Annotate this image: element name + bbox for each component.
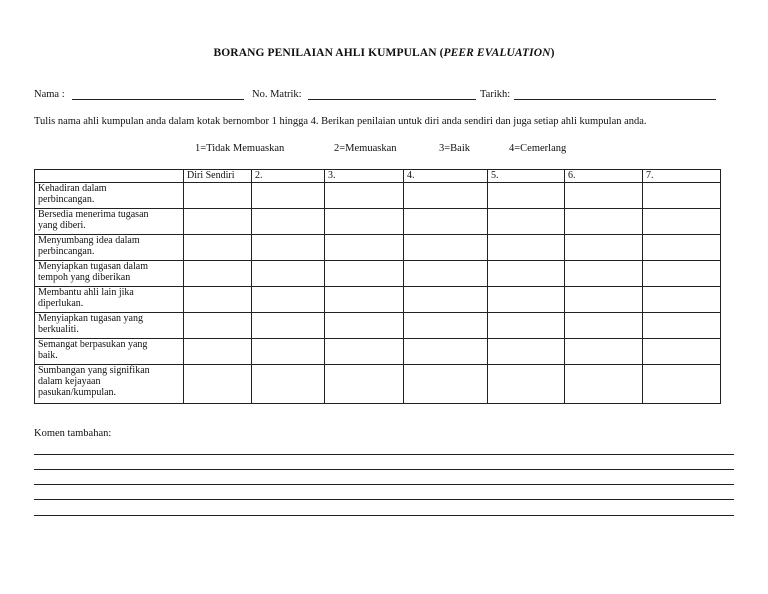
header-corner	[35, 170, 184, 183]
score-cell[interactable]	[404, 261, 488, 287]
criterion-label	[35, 287, 184, 313]
score-cell[interactable]	[565, 183, 643, 209]
title-close: )	[550, 47, 555, 59]
score-cell[interactable]	[565, 313, 643, 339]
score-cell[interactable]	[184, 209, 252, 235]
score-cell[interactable]	[325, 235, 404, 261]
score-cell[interactable]	[488, 339, 565, 365]
criterion-line: Bersedia menerima tugasan	[38, 209, 149, 220]
score-cell[interactable]	[488, 209, 565, 235]
criterion-line: Sumbangan yang signifikan	[38, 365, 150, 376]
criterion-line: dalam kejayaan	[38, 376, 101, 387]
criterion-line: pasukan/kumpulan.	[38, 387, 117, 398]
criterion-label	[35, 313, 184, 339]
tarikh-field[interactable]	[514, 99, 716, 100]
score-cell[interactable]	[404, 339, 488, 365]
score-cell[interactable]	[643, 235, 721, 261]
table-row	[35, 261, 721, 287]
instruction-text: Tulis nama ahli kumpulan anda dalam kotak bernombor 1 hingga 4. Berikan penilaian untuk diri anda sendiri dan juga setiap ahli kumpulan anda.	[34, 116, 647, 127]
criterion-line: diperlukan.	[38, 298, 84, 309]
header-col-3: 3.	[325, 170, 404, 183]
score-cell[interactable]	[252, 183, 325, 209]
score-cell[interactable]	[252, 235, 325, 261]
criterion-label	[35, 339, 184, 365]
table-row	[35, 339, 721, 365]
comment-line-4[interactable]	[34, 499, 734, 500]
score-cell[interactable]	[565, 209, 643, 235]
score-cell[interactable]	[325, 339, 404, 365]
title-italic: PEER EVALUATION	[443, 47, 551, 59]
tarikh-label: Tarikh:	[480, 89, 511, 100]
score-cell[interactable]	[404, 287, 488, 313]
score-cell[interactable]	[565, 261, 643, 287]
score-cell[interactable]	[565, 235, 643, 261]
table-header-row	[35, 170, 721, 183]
criterion-line: Kehadiran dalam	[38, 183, 107, 194]
header-col-5: 5.	[488, 170, 565, 183]
score-cell[interactable]	[184, 339, 252, 365]
score-cell[interactable]	[184, 235, 252, 261]
score-cell[interactable]	[252, 365, 325, 404]
criterion-line: berkualiti.	[38, 324, 79, 335]
table-row	[35, 287, 721, 313]
criterion-label	[35, 365, 184, 404]
score-cell[interactable]	[184, 287, 252, 313]
table-row	[35, 183, 721, 209]
nama-label: Nama :	[34, 89, 65, 100]
criterion-line: Semangat berpasukan yang	[38, 339, 148, 350]
score-cell[interactable]	[643, 313, 721, 339]
score-cell[interactable]	[325, 209, 404, 235]
info-row	[34, 89, 734, 105]
header-col-6: 6.	[565, 170, 643, 183]
scale-item-4: 4=Cemerlang	[509, 143, 567, 154]
table-row	[35, 235, 721, 261]
score-cell[interactable]	[252, 339, 325, 365]
header-col-diri-sendiri: Diri Sendiri	[184, 170, 252, 183]
score-cell[interactable]	[184, 365, 252, 404]
comment-line-2[interactable]	[34, 469, 734, 470]
score-cell[interactable]	[643, 339, 721, 365]
table-row	[35, 209, 721, 235]
comments-label: Komen tambahan:	[34, 428, 112, 439]
score-cell[interactable]	[404, 183, 488, 209]
score-cell[interactable]	[643, 287, 721, 313]
score-cell[interactable]	[325, 287, 404, 313]
score-cell[interactable]	[488, 183, 565, 209]
score-cell[interactable]	[565, 339, 643, 365]
header-col-7: 7.	[643, 170, 721, 183]
criterion-label	[35, 261, 184, 287]
criterion-line: Membantu ahli lain jika	[38, 287, 134, 298]
score-cell[interactable]	[565, 287, 643, 313]
score-cell[interactable]	[643, 365, 721, 404]
score-cell[interactable]	[325, 183, 404, 209]
score-cell[interactable]	[404, 235, 488, 261]
score-cell[interactable]	[325, 313, 404, 339]
table-row	[35, 365, 721, 404]
score-cell[interactable]	[404, 365, 488, 404]
criterion-label	[35, 183, 184, 209]
score-cell[interactable]	[488, 287, 565, 313]
score-cell[interactable]	[643, 261, 721, 287]
scale-item-2: 2=Memuaskan	[334, 143, 397, 154]
score-cell[interactable]	[252, 287, 325, 313]
criterion-label	[35, 235, 184, 261]
score-cell[interactable]	[643, 209, 721, 235]
comment-line-1[interactable]	[34, 454, 734, 455]
score-cell[interactable]	[643, 183, 721, 209]
score-cell[interactable]	[325, 261, 404, 287]
criterion-line: Menyumbang idea dalam	[38, 235, 140, 246]
table-row	[35, 313, 721, 339]
score-cell[interactable]	[252, 209, 325, 235]
comment-line-3[interactable]	[34, 484, 734, 485]
score-cell[interactable]	[565, 365, 643, 404]
criterion-line: baik.	[38, 350, 58, 361]
criterion-line: tempoh yang diberikan	[38, 272, 131, 283]
criterion-line: Menyiapkan tugasan yang	[38, 313, 143, 324]
matrik-field[interactable]	[308, 99, 476, 100]
score-cell[interactable]	[404, 313, 488, 339]
score-cell[interactable]	[488, 313, 565, 339]
score-cell[interactable]	[488, 261, 565, 287]
score-cell[interactable]	[404, 209, 488, 235]
criterion-line: Menyiapkan tugasan dalam	[38, 261, 148, 272]
score-cell[interactable]	[184, 183, 252, 209]
page-title	[0, 47, 768, 59]
score-cell[interactable]	[488, 365, 565, 404]
score-cell[interactable]	[184, 261, 252, 287]
header-col-2: 2.	[252, 170, 325, 183]
criterion-label	[35, 209, 184, 235]
criterion-line: yang diberi.	[38, 220, 86, 231]
score-cell[interactable]	[252, 313, 325, 339]
score-cell[interactable]	[184, 313, 252, 339]
score-cell[interactable]	[325, 365, 404, 404]
criterion-line: perbincangan.	[38, 194, 95, 205]
score-cell[interactable]	[252, 261, 325, 287]
evaluation-table	[34, 169, 721, 404]
criterion-line: perbincangan.	[38, 246, 95, 257]
score-cell[interactable]	[488, 235, 565, 261]
header-col-4: 4.	[404, 170, 488, 183]
scale-item-1: 1=Tidak Memuaskan	[195, 143, 285, 154]
title-main: BORANG PENILAIAN AHLI KUMPULAN (	[213, 47, 444, 59]
matrik-label: No. Matrik:	[252, 89, 302, 100]
scale-item-3: 3=Baik	[439, 143, 471, 154]
comment-line-5[interactable]	[34, 515, 734, 516]
nama-field[interactable]	[72, 99, 244, 100]
